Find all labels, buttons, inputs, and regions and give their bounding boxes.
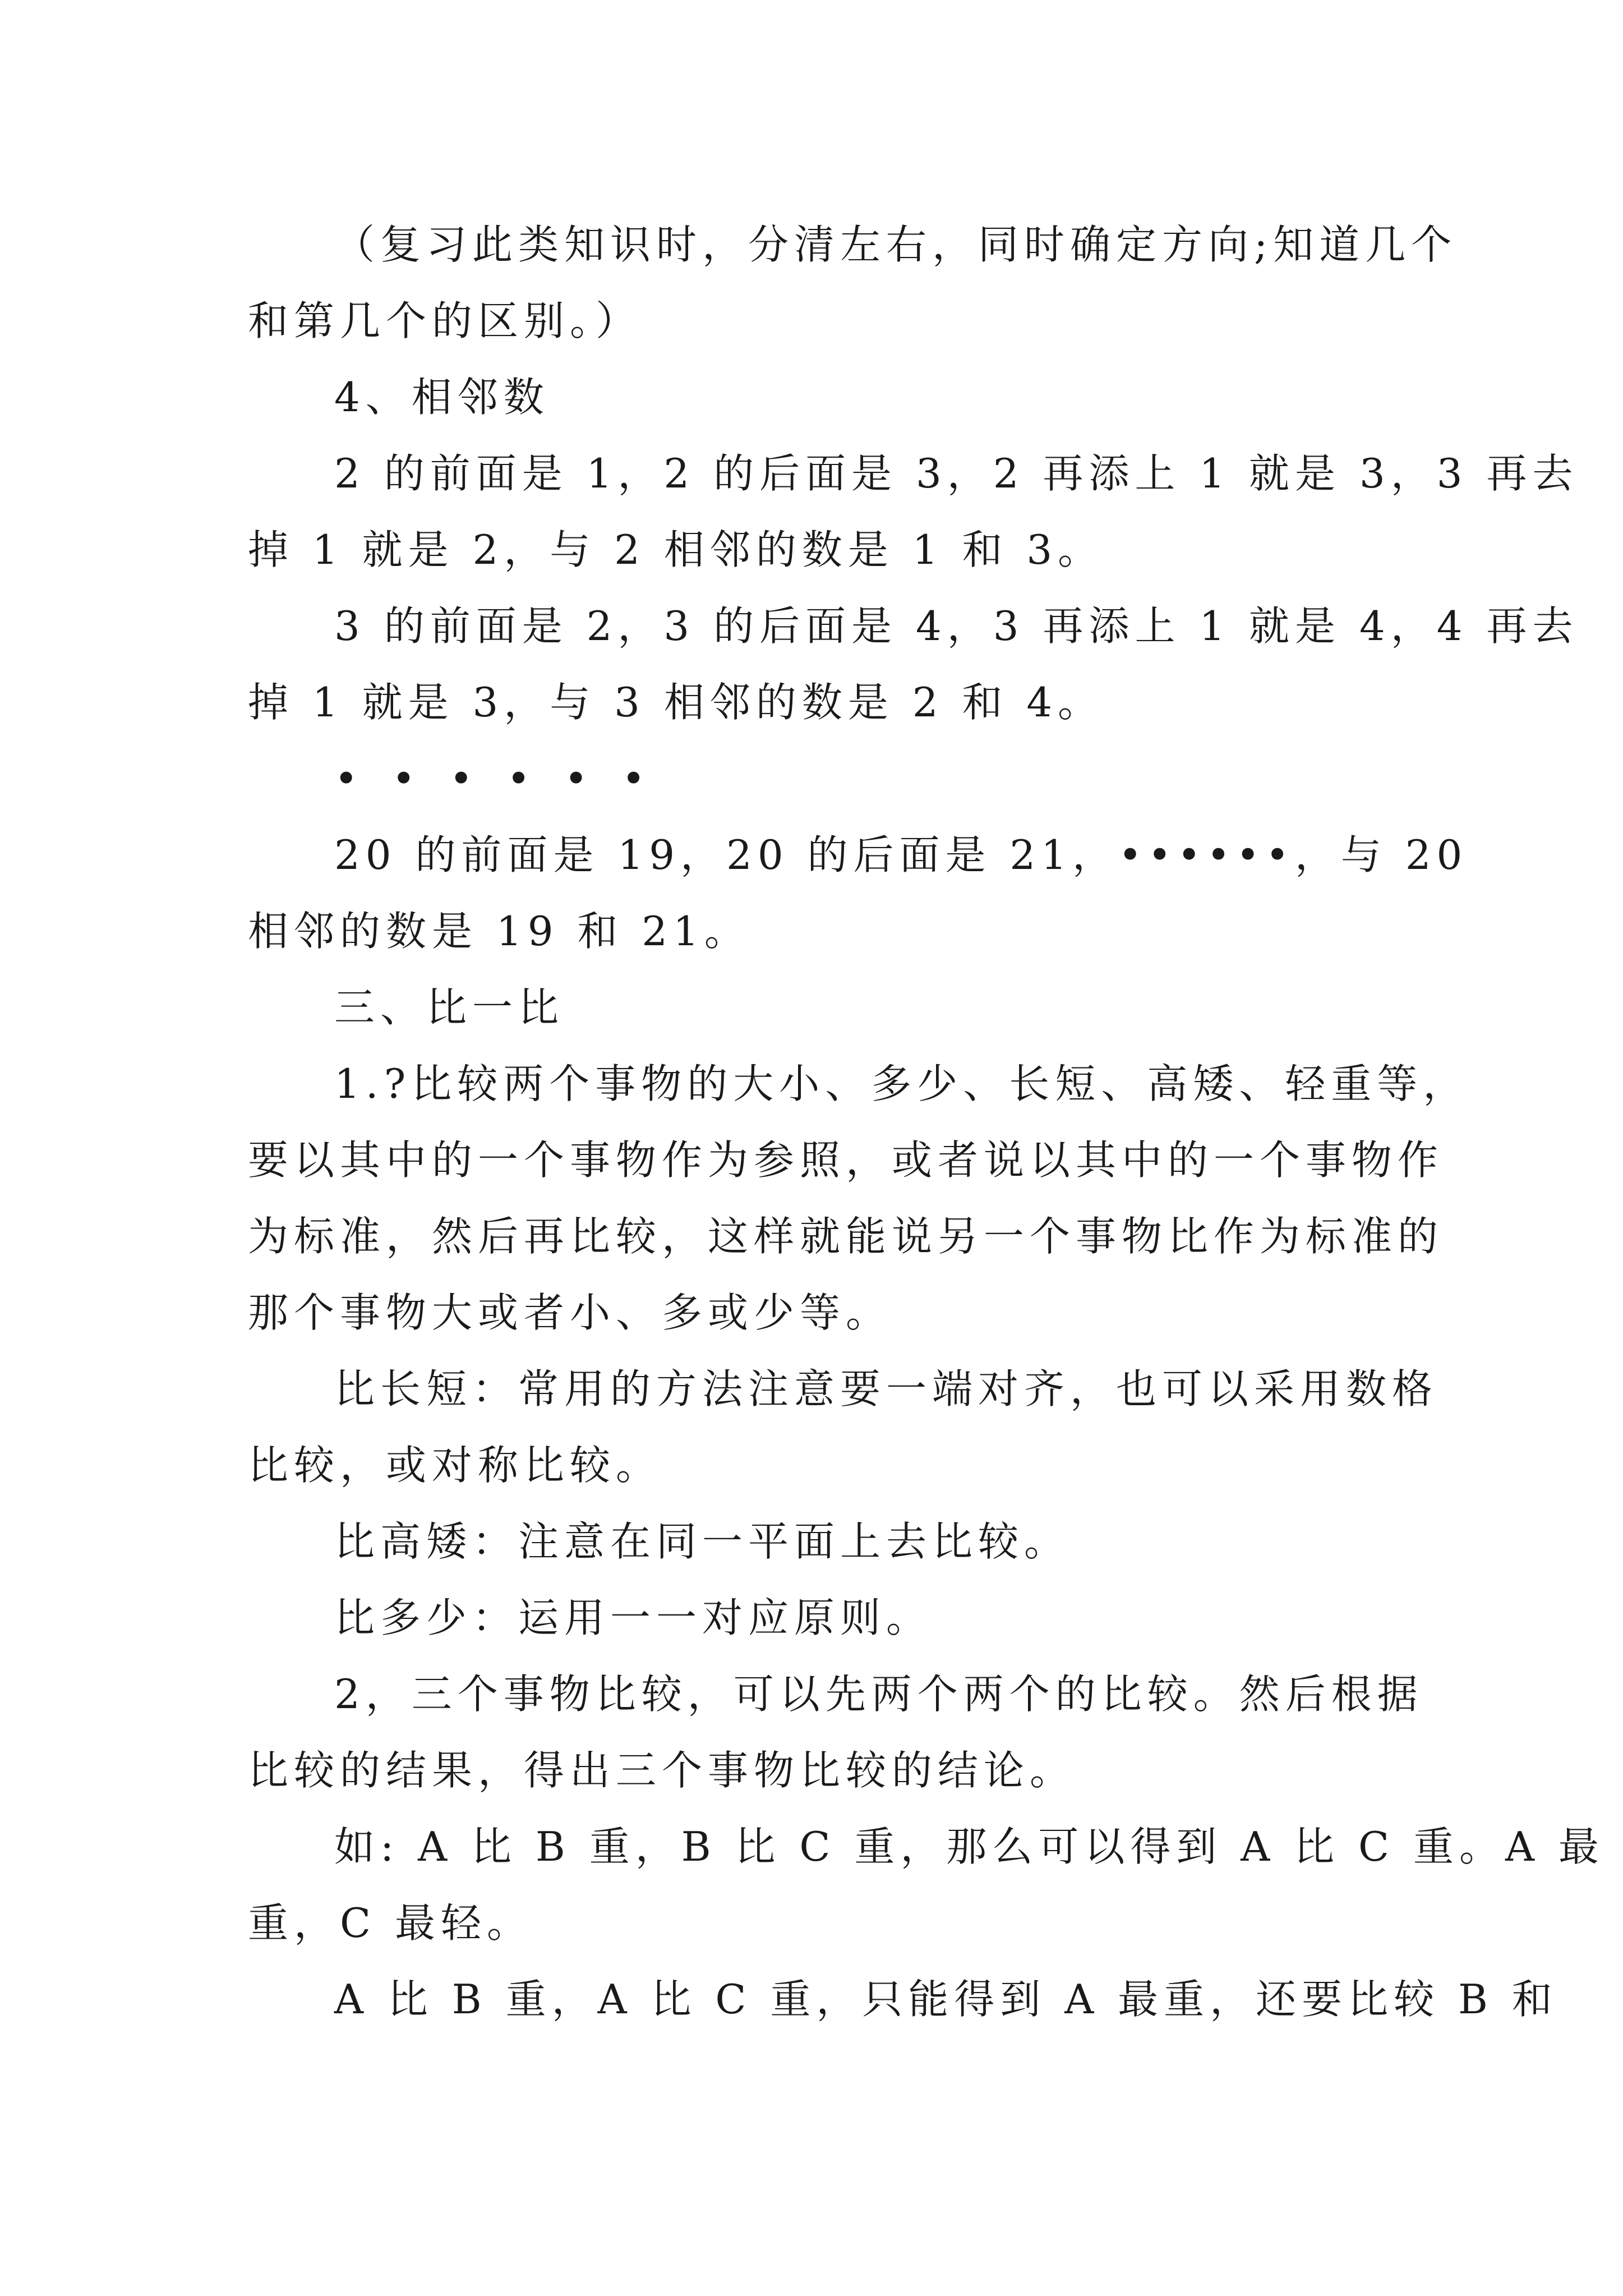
section-heading-adjacent-numbers: 4、相邻数 bbox=[334, 374, 550, 421]
ellipsis-dots: •••••• bbox=[334, 755, 679, 802]
paragraph-line: 要以其中的一个事物作为参照，或者说以其中的一个事物作 bbox=[248, 1137, 1444, 1184]
paragraph-line: 2 的前面是 1，2 的后面是 3，2 再添上 1 就是 3，3 再去 bbox=[334, 450, 1579, 497]
paragraph-line: 比长短：常用的方法注意要一端对齐，也可以采用数格 bbox=[334, 1365, 1438, 1412]
paragraph-line: 为标准，然后再比较，这样就能说另一个事物比作为标准的 bbox=[248, 1213, 1444, 1260]
section-heading-compare: 三、比一比 bbox=[334, 984, 565, 1031]
paragraph-line: 比较的结果，得出三个事物比较的结论。 bbox=[248, 1747, 1076, 1794]
paragraph-line: 重，C 最轻。 bbox=[248, 1899, 533, 1947]
paragraph-line: 掉 1 就是 3，与 3 相邻的数是 2 和 4。 bbox=[248, 679, 1104, 726]
paragraph-line-review-note: （复习此类知识时，分清左右，同时确定方向;知道几个 bbox=[334, 221, 1458, 268]
paragraph-line: 2，三个事物比较，可以先两个两个的比较。然后根据 bbox=[334, 1671, 1423, 1718]
paragraph-line: 1.?比较两个事物的大小、多少、长短、高矮、轻重等， bbox=[334, 1060, 1469, 1107]
paragraph-line: 如: A 比 B 重，B 比 C 重，那么可以得到 A 比 C 重。A 最 bbox=[334, 1823, 1604, 1870]
paragraph-line: 掉 1 就是 2，与 2 相邻的数是 1 和 3。 bbox=[248, 526, 1104, 573]
paragraph-line: 和第几个的区别。） bbox=[248, 297, 642, 344]
paragraph-line: A 比 B 重，A 比 C 重，只能得到 A 最重，还要比较 B 和 bbox=[334, 1976, 1558, 2023]
paragraph-line: 相邻的数是 19 和 21。 bbox=[248, 908, 750, 955]
paragraph-line: 比较，或对称比较。 bbox=[248, 1442, 662, 1489]
paragraph-line: 比多少：运用一一对应原则。 bbox=[334, 1594, 933, 1641]
paragraph-line: 20 的前面是 19，20 的后面是 21，••••••，与 20 bbox=[334, 831, 1468, 878]
paragraph-line: 比高矮：注意在同一平面上去比较。 bbox=[334, 1518, 1071, 1565]
paragraph-line: 3 的前面是 2，3 的后面是 4，3 再添上 1 就是 4，4 再去 bbox=[334, 602, 1579, 650]
paragraph-line: 那个事物大或者小、多或少等。 bbox=[248, 1289, 892, 1336]
